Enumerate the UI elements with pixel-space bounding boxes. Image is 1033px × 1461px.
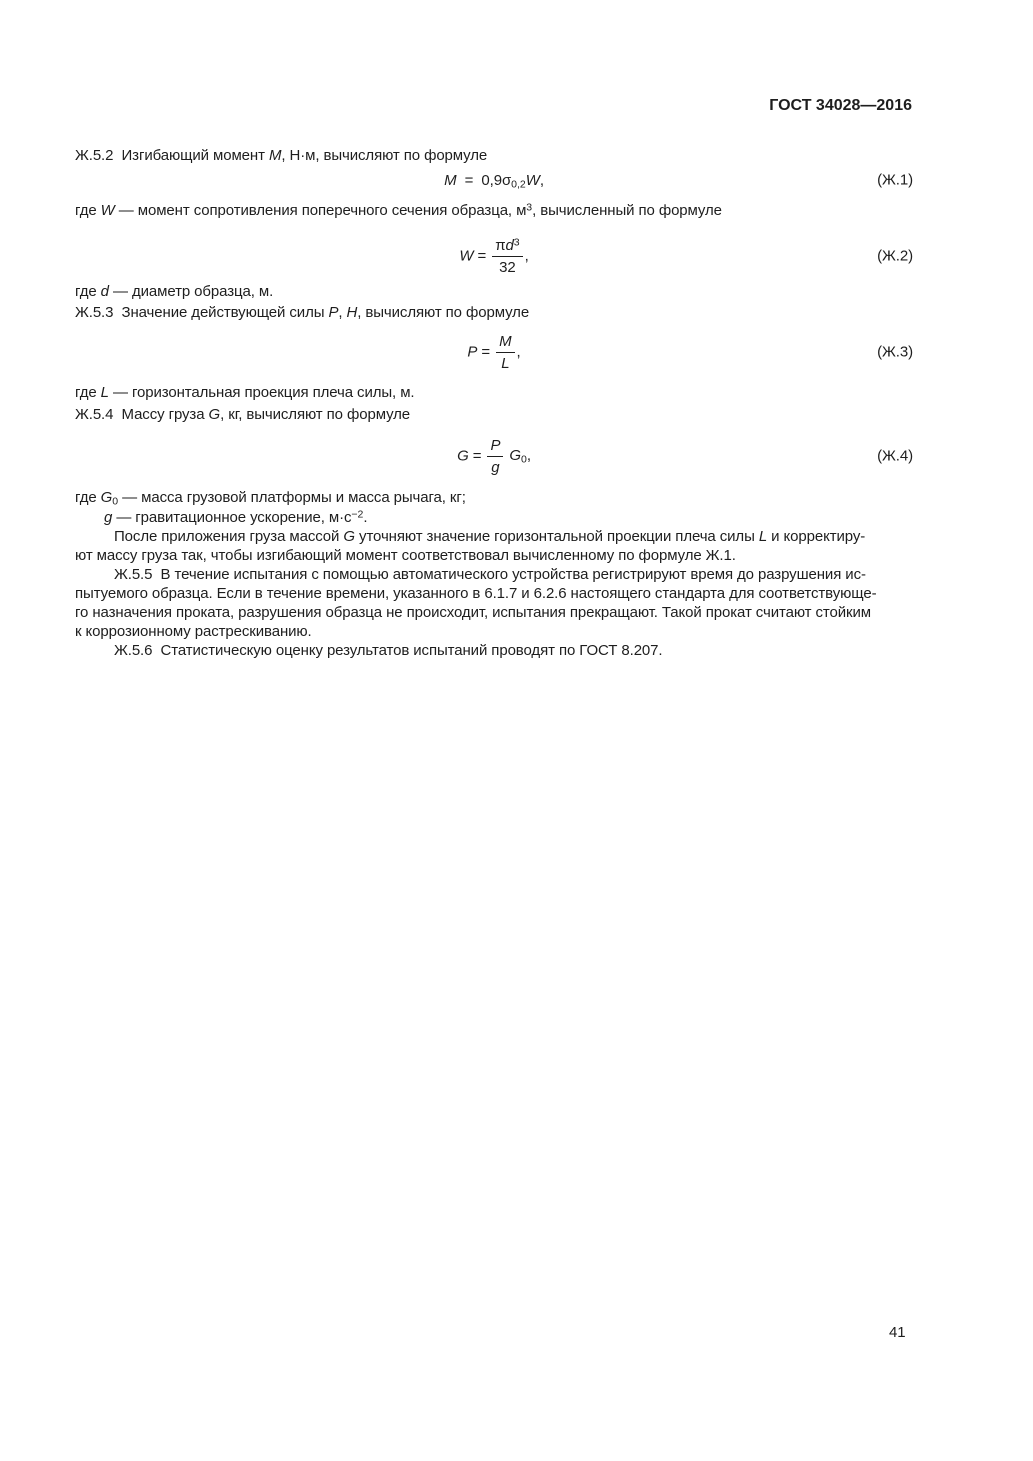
fraction-numerator: P [487,437,503,457]
formula-zh3 [75,326,913,378]
formula-zh2 [75,230,913,282]
paragraph-zh53: Ж.5.3 Значение действующей силы P, H, вычисляют по формуле [75,304,530,321]
formula-zh3-expression [467,333,520,372]
paragraph-zh56: Ж.5.6 Статистическую оценку результатов испытаний проводят по ГОСТ 8.207. [114,642,663,659]
paragraph-zh52: Ж.5.2 Изгибающий момент M, Н·м, вычисляют по формуле [75,147,488,164]
fraction [487,437,503,476]
page-number: 41 [889,1324,906,1341]
formula-zh2-expression [459,237,528,276]
paragraph-gde-d: где d — диаметр образца, м. [75,283,274,300]
formula-zh3-label: (Ж.3) [877,343,913,361]
paragraph-g: g — гравитационное ускорение, $м\cdot с^{-2}$. [104,508,368,526]
fraction-denominator: L [501,354,510,372]
formula-zh3-rhs: , [516,342,521,360]
paragraph-gde-w: где W — момент сопротивления поперечного сечения образца, $м^3$, вычисленный по формуле [75,201,722,219]
formula-zh3-lhs: P = [467,342,495,360]
fraction-denominator: 32 [499,258,516,276]
formula-zh4 [75,428,913,484]
fraction-numerator: M [496,333,514,353]
paragraph-zh55: Ж.5.5 В течение испытания с помощью автоматического устройства регистрируют время до разрушения ис- пытуемого образца. Если в течение времени, указанного в 6.1.7 и 6.2.6 настоящего стандарта для соответствующе- го назначения проката, разрушения образца не происходит, испытания прекращают. Такой прокат считают стойким к коррозионному растрескиванию. [75,566,877,640]
paragraph-zh54: Ж.5.4 Массу груза G, кг, вычисляют по формуле [75,406,411,423]
standard-designation: ГОСТ 34028—2016 [769,97,912,114]
formula-zh2-label: (Ж.2) [877,247,913,265]
formula-zh4-label: (Ж.4) [877,447,913,465]
fraction-numerator: $\pi d^3$ [492,237,522,257]
formula-zh1-label: (Ж.1) [877,171,913,189]
formula-zh4-rhs: $G_0$, [509,446,531,466]
fraction-denominator: g [491,458,500,476]
formula-zh4-expression [457,437,531,476]
formula-zh2-rhs: , [524,246,529,264]
fraction [496,333,514,372]
formula-zh1 [75,166,913,194]
paragraph-gde-g0: где $G_0$ — масса грузовой платформы и масса рычага, кг; [75,489,466,508]
formula-zh1-expression: $M = 0,9\sigma_{0,2}W$, [444,171,544,191]
paragraph-gde-l: где L — горизонтальная проекция плеча силы, м. [75,384,415,401]
formula-zh4-lhs: G = [457,446,486,464]
paragraph-posle: После приложения груза массой G уточняют значение горизонтальной проекции плеча силы L и корректиру- ют массу груза так, чтобы изгибающий момент соответствовал вычисленному по формуле Ж.1. [75,528,866,564]
fraction [492,237,522,276]
formula-zh2-lhs: W = [459,246,491,264]
